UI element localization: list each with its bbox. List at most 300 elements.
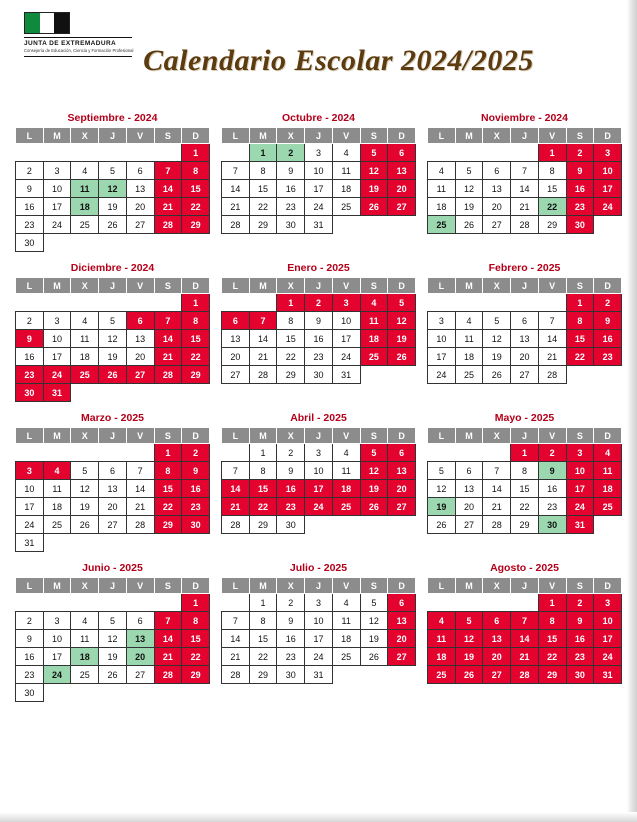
day-cell: 26 xyxy=(455,216,483,234)
week-row xyxy=(222,180,416,198)
day-cell: 25 xyxy=(71,366,99,384)
day-cell: 12 xyxy=(71,480,99,498)
weekday-header-cell: D xyxy=(182,578,210,594)
day-cell: 14 xyxy=(222,480,250,498)
month-block xyxy=(427,558,622,702)
day-cell: 30 xyxy=(277,516,305,534)
weekday-header-cell: X xyxy=(483,428,511,444)
day-cell: 13 xyxy=(126,180,154,198)
day-cell: 31 xyxy=(594,666,622,684)
empty-cell xyxy=(43,234,71,252)
month-title: Julio - 2025 xyxy=(289,562,348,574)
day-cell: 13 xyxy=(388,462,416,480)
week-row xyxy=(222,216,416,234)
empty-cell xyxy=(483,594,511,612)
day-cell: 18 xyxy=(428,648,456,666)
empty-cell xyxy=(483,144,511,162)
week-row xyxy=(16,516,210,534)
day-cell: 13 xyxy=(483,180,511,198)
empty-cell xyxy=(332,216,360,234)
empty-cell xyxy=(594,216,622,234)
weekday-header-cell: L xyxy=(16,278,44,294)
day-cell: 24 xyxy=(566,498,594,516)
day-cell: 13 xyxy=(388,162,416,180)
day-cell: 19 xyxy=(99,648,127,666)
day-cell: 8 xyxy=(566,312,594,330)
empty-cell xyxy=(126,684,154,702)
day-cell: 8 xyxy=(249,162,277,180)
day-cell: 4 xyxy=(71,312,99,330)
day-cell: 15 xyxy=(249,630,277,648)
weekday-header-cell: L xyxy=(428,128,456,144)
week-row xyxy=(16,684,210,702)
day-cell: 30 xyxy=(566,666,594,684)
week-row xyxy=(222,162,416,180)
day-cell: 20 xyxy=(99,498,127,516)
empty-cell xyxy=(126,384,154,402)
day-cell: 25 xyxy=(71,666,99,684)
day-cell: 16 xyxy=(277,480,305,498)
day-cell: 25 xyxy=(455,366,483,384)
day-cell: 27 xyxy=(126,216,154,234)
day-cell: 4 xyxy=(594,444,622,462)
day-cell: 23 xyxy=(16,366,44,384)
day-cell: 24 xyxy=(43,216,71,234)
day-cell: 28 xyxy=(511,666,539,684)
empty-cell xyxy=(99,234,127,252)
day-cell: 28 xyxy=(538,366,566,384)
day-cell: 9 xyxy=(16,630,44,648)
day-cell: 21 xyxy=(222,498,250,516)
day-cell: 21 xyxy=(511,648,539,666)
day-cell: 24 xyxy=(16,516,44,534)
day-cell: 6 xyxy=(388,444,416,462)
day-cell: 8 xyxy=(538,162,566,180)
month-table xyxy=(15,427,210,552)
day-cell: 28 xyxy=(511,216,539,234)
day-cell: 27 xyxy=(483,666,511,684)
day-cell: 17 xyxy=(43,198,71,216)
day-cell: 31 xyxy=(16,534,44,552)
day-cell: 24 xyxy=(43,366,71,384)
weekday-header-cell: X xyxy=(71,578,99,594)
day-cell: 25 xyxy=(332,648,360,666)
day-cell: 17 xyxy=(594,630,622,648)
day-cell: 26 xyxy=(360,648,388,666)
day-cell: 12 xyxy=(99,330,127,348)
day-cell: 18 xyxy=(332,630,360,648)
day-cell: 20 xyxy=(388,630,416,648)
week-row xyxy=(16,366,210,384)
week-row xyxy=(16,630,210,648)
day-cell: 22 xyxy=(182,198,210,216)
day-cell: 29 xyxy=(182,216,210,234)
weekday-header-cell: S xyxy=(154,578,182,594)
day-cell: 21 xyxy=(511,198,539,216)
day-cell: 8 xyxy=(182,612,210,630)
month-title: Abril - 2025 xyxy=(290,412,347,424)
day-cell: 21 xyxy=(126,498,154,516)
day-cell: 9 xyxy=(277,162,305,180)
day-cell: 24 xyxy=(305,498,333,516)
day-cell: 17 xyxy=(594,180,622,198)
day-cell: 9 xyxy=(566,612,594,630)
empty-cell xyxy=(182,384,210,402)
day-cell: 6 xyxy=(126,312,154,330)
weekday-header-cell: M xyxy=(43,128,71,144)
day-cell: 1 xyxy=(182,594,210,612)
day-cell: 19 xyxy=(360,180,388,198)
day-cell: 20 xyxy=(388,180,416,198)
day-cell: 29 xyxy=(249,516,277,534)
day-cell: 18 xyxy=(332,480,360,498)
empty-cell xyxy=(332,516,360,534)
day-cell: 15 xyxy=(182,180,210,198)
calendar-grid xyxy=(14,108,623,708)
empty-cell xyxy=(154,534,182,552)
day-cell: 6 xyxy=(483,612,511,630)
empty-cell xyxy=(222,294,250,312)
day-cell: 10 xyxy=(43,330,71,348)
day-cell: 22 xyxy=(182,348,210,366)
day-cell: 23 xyxy=(277,648,305,666)
weekday-header-cell: D xyxy=(594,578,622,594)
empty-cell xyxy=(360,216,388,234)
day-cell: 2 xyxy=(16,612,44,630)
day-cell: 4 xyxy=(332,594,360,612)
day-cell: 28 xyxy=(126,516,154,534)
day-cell: 12 xyxy=(360,162,388,180)
week-row xyxy=(16,162,210,180)
day-cell: 6 xyxy=(222,312,250,330)
empty-cell xyxy=(511,144,539,162)
day-cell: 4 xyxy=(43,462,71,480)
day-cell: 11 xyxy=(71,630,99,648)
day-cell: 3 xyxy=(43,162,71,180)
weekday-header-cell: S xyxy=(154,278,182,294)
day-cell: 7 xyxy=(483,462,511,480)
weekday-header-cell: J xyxy=(99,128,127,144)
day-cell: 31 xyxy=(305,666,333,684)
month-block xyxy=(15,558,210,702)
day-cell: 26 xyxy=(360,498,388,516)
day-cell: 26 xyxy=(71,516,99,534)
week-row xyxy=(428,180,622,198)
day-cell: 16 xyxy=(305,330,333,348)
day-cell: 28 xyxy=(154,366,182,384)
weekday-header-cell: M xyxy=(43,428,71,444)
month-title: Octubre - 2024 xyxy=(282,112,355,124)
day-cell: 22 xyxy=(249,198,277,216)
week-row xyxy=(428,444,622,462)
day-cell: 2 xyxy=(566,144,594,162)
day-cell: 11 xyxy=(43,480,71,498)
weekday-header-cell: L xyxy=(222,428,250,444)
empty-cell xyxy=(222,594,250,612)
day-cell: 15 xyxy=(182,330,210,348)
day-cell: 15 xyxy=(566,330,594,348)
empty-cell xyxy=(16,144,44,162)
weekday-header-row xyxy=(428,278,622,294)
weekday-header-cell: J xyxy=(305,578,333,594)
day-cell: 15 xyxy=(249,180,277,198)
day-cell: 16 xyxy=(16,348,44,366)
weekday-header-cell: D xyxy=(594,428,622,444)
day-cell: 14 xyxy=(511,180,539,198)
day-cell: 4 xyxy=(71,162,99,180)
day-cell: 5 xyxy=(388,294,416,312)
month-block xyxy=(221,408,416,552)
week-row xyxy=(428,216,622,234)
day-cell: 20 xyxy=(126,198,154,216)
week-row xyxy=(16,144,210,162)
day-cell: 17 xyxy=(43,648,71,666)
day-cell: 17 xyxy=(428,348,456,366)
day-cell: 10 xyxy=(305,462,333,480)
week-row xyxy=(428,312,622,330)
day-cell: 27 xyxy=(126,366,154,384)
day-cell: 23 xyxy=(182,498,210,516)
week-row xyxy=(222,366,416,384)
day-cell: 8 xyxy=(154,462,182,480)
weekday-header-cell: M xyxy=(43,578,71,594)
month-table xyxy=(221,427,416,534)
weekday-header-cell: L xyxy=(222,128,250,144)
week-row xyxy=(428,594,622,612)
day-cell: 30 xyxy=(305,366,333,384)
week-row xyxy=(222,312,416,330)
day-cell: 14 xyxy=(154,330,182,348)
week-row xyxy=(222,666,416,684)
day-cell: 18 xyxy=(455,348,483,366)
day-cell: 13 xyxy=(511,330,539,348)
empty-cell xyxy=(126,594,154,612)
day-cell: 2 xyxy=(182,444,210,462)
month-title: Agosto - 2025 xyxy=(490,562,559,574)
weekday-header-cell: V xyxy=(538,428,566,444)
day-cell: 1 xyxy=(182,144,210,162)
day-cell: 19 xyxy=(360,630,388,648)
day-cell: 30 xyxy=(277,666,305,684)
day-cell: 23 xyxy=(277,498,305,516)
day-cell: 31 xyxy=(43,384,71,402)
week-row xyxy=(16,234,210,252)
day-cell: 14 xyxy=(249,330,277,348)
empty-cell xyxy=(71,534,99,552)
day-cell: 11 xyxy=(332,462,360,480)
day-cell: 24 xyxy=(332,348,360,366)
weekday-header-cell: V xyxy=(126,578,154,594)
day-cell: 27 xyxy=(126,666,154,684)
empty-cell xyxy=(222,144,250,162)
empty-cell xyxy=(483,294,511,312)
day-cell: 7 xyxy=(249,312,277,330)
day-cell: 1 xyxy=(249,444,277,462)
day-cell: 27 xyxy=(388,498,416,516)
month-block xyxy=(221,558,416,702)
day-cell: 18 xyxy=(332,180,360,198)
day-cell: 10 xyxy=(566,462,594,480)
day-cell: 23 xyxy=(566,198,594,216)
day-cell: 16 xyxy=(566,630,594,648)
weekday-header-cell: M xyxy=(455,578,483,594)
empty-cell xyxy=(126,534,154,552)
day-cell: 18 xyxy=(594,480,622,498)
day-cell: 16 xyxy=(594,330,622,348)
day-cell: 1 xyxy=(154,444,182,462)
month-table xyxy=(427,277,622,384)
week-row xyxy=(428,198,622,216)
page-title: Calendario Escolar 2024/2025 xyxy=(143,44,534,77)
day-cell: 10 xyxy=(594,162,622,180)
day-cell: 1 xyxy=(511,444,539,462)
day-cell: 17 xyxy=(305,480,333,498)
empty-cell xyxy=(99,594,127,612)
week-row xyxy=(428,330,622,348)
day-cell: 2 xyxy=(594,294,622,312)
day-cell: 12 xyxy=(455,180,483,198)
day-cell: 17 xyxy=(566,480,594,498)
day-cell: 16 xyxy=(566,180,594,198)
day-cell: 17 xyxy=(332,330,360,348)
day-cell: 24 xyxy=(428,366,456,384)
empty-cell xyxy=(99,684,127,702)
empty-cell xyxy=(16,444,44,462)
day-cell: 27 xyxy=(455,516,483,534)
day-cell: 2 xyxy=(16,162,44,180)
empty-cell xyxy=(154,684,182,702)
day-cell: 4 xyxy=(428,162,456,180)
day-cell: 6 xyxy=(126,162,154,180)
day-cell: 29 xyxy=(182,666,210,684)
day-cell: 23 xyxy=(538,498,566,516)
day-cell: 7 xyxy=(154,612,182,630)
week-row xyxy=(428,612,622,630)
day-cell: 29 xyxy=(249,216,277,234)
weekday-header-cell: M xyxy=(249,128,277,144)
weekday-header-cell: S xyxy=(566,428,594,444)
weekday-header-cell: L xyxy=(428,278,456,294)
day-cell: 4 xyxy=(332,444,360,462)
day-cell: 4 xyxy=(71,612,99,630)
day-cell: 20 xyxy=(483,198,511,216)
day-cell: 21 xyxy=(249,348,277,366)
weekday-header-cell: L xyxy=(222,578,250,594)
day-cell: 21 xyxy=(154,198,182,216)
day-cell: 24 xyxy=(594,648,622,666)
empty-cell xyxy=(594,516,622,534)
empty-cell xyxy=(388,216,416,234)
empty-cell xyxy=(154,294,182,312)
empty-cell xyxy=(182,534,210,552)
empty-cell xyxy=(154,594,182,612)
weekday-header-cell: V xyxy=(538,278,566,294)
day-cell: 30 xyxy=(538,516,566,534)
weekday-header-cell: M xyxy=(455,278,483,294)
week-row xyxy=(16,180,210,198)
empty-cell xyxy=(99,534,127,552)
day-cell: 14 xyxy=(222,630,250,648)
empty-cell xyxy=(332,666,360,684)
day-cell: 11 xyxy=(428,630,456,648)
day-cell: 15 xyxy=(249,480,277,498)
day-cell: 21 xyxy=(222,198,250,216)
weekday-header-row xyxy=(16,578,210,594)
day-cell: 5 xyxy=(360,444,388,462)
day-cell: 7 xyxy=(154,312,182,330)
day-cell: 19 xyxy=(99,198,127,216)
day-cell: 12 xyxy=(360,612,388,630)
weekday-header-cell: L xyxy=(16,128,44,144)
month-title: Enero - 2025 xyxy=(287,262,350,274)
month-table xyxy=(15,127,210,252)
day-cell: 18 xyxy=(71,348,99,366)
day-cell: 1 xyxy=(249,144,277,162)
empty-cell xyxy=(126,294,154,312)
weekday-header-cell: S xyxy=(360,128,388,144)
day-cell: 25 xyxy=(43,516,71,534)
day-cell: 13 xyxy=(99,480,127,498)
day-cell: 18 xyxy=(71,198,99,216)
day-cell: 16 xyxy=(182,480,210,498)
day-cell: 12 xyxy=(483,330,511,348)
day-cell: 13 xyxy=(388,612,416,630)
week-row xyxy=(222,480,416,498)
month-title: Mayo - 2025 xyxy=(494,412,555,424)
day-cell: 2 xyxy=(538,444,566,462)
month-title: Febrero - 2025 xyxy=(488,262,561,274)
day-cell: 1 xyxy=(566,294,594,312)
day-cell: 20 xyxy=(388,480,416,498)
day-cell: 14 xyxy=(511,630,539,648)
day-cell: 30 xyxy=(16,684,44,702)
day-cell: 18 xyxy=(360,330,388,348)
empty-cell xyxy=(43,594,71,612)
day-cell: 15 xyxy=(154,480,182,498)
week-row xyxy=(428,480,622,498)
month-title: Marzo - 2025 xyxy=(80,412,145,424)
day-cell: 9 xyxy=(305,312,333,330)
day-cell: 27 xyxy=(388,648,416,666)
day-cell: 9 xyxy=(566,162,594,180)
day-cell: 20 xyxy=(222,348,250,366)
day-cell: 8 xyxy=(511,462,539,480)
weekday-header-cell: S xyxy=(154,128,182,144)
day-cell: 9 xyxy=(182,462,210,480)
weekday-header-cell: J xyxy=(511,578,539,594)
day-cell: 13 xyxy=(126,630,154,648)
month-block xyxy=(15,258,210,402)
day-cell: 23 xyxy=(16,666,44,684)
day-cell: 10 xyxy=(43,180,71,198)
day-cell: 28 xyxy=(222,216,250,234)
day-cell: 27 xyxy=(511,366,539,384)
weekday-header-cell: V xyxy=(126,428,154,444)
day-cell: 28 xyxy=(154,666,182,684)
day-cell: 20 xyxy=(455,498,483,516)
day-cell: 19 xyxy=(455,648,483,666)
day-cell: 12 xyxy=(360,462,388,480)
empty-cell xyxy=(428,594,456,612)
day-cell: 6 xyxy=(388,594,416,612)
day-cell: 2 xyxy=(277,444,305,462)
day-cell: 22 xyxy=(249,498,277,516)
week-row xyxy=(428,648,622,666)
day-cell: 21 xyxy=(483,498,511,516)
month-title: Junio - 2025 xyxy=(82,562,143,574)
weekday-header-cell: L xyxy=(428,428,456,444)
day-cell: 25 xyxy=(428,666,456,684)
